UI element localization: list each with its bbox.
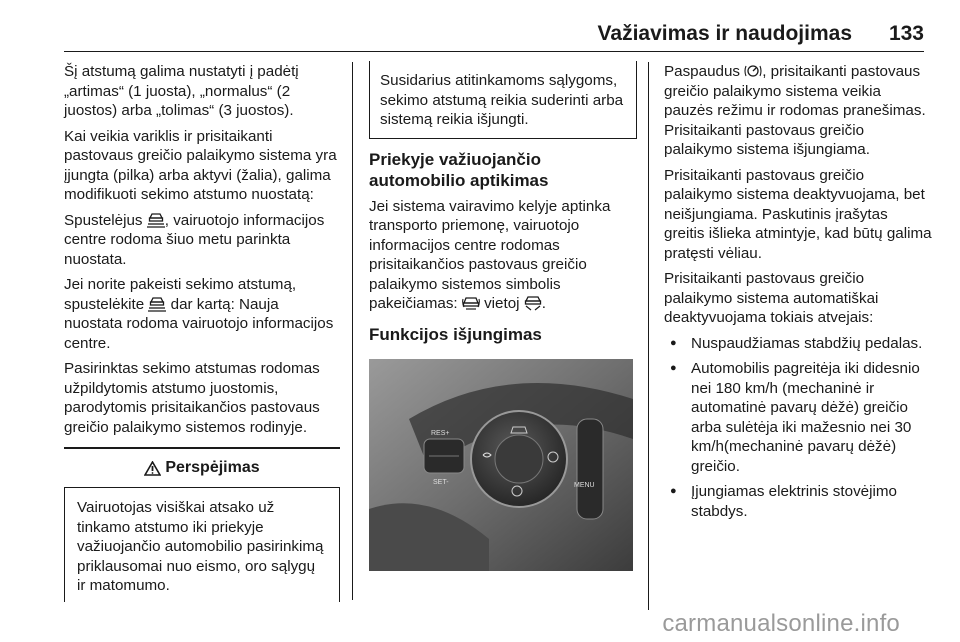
list-item: ● Automobilis pagreitėja iki didesnio nei 180 km/h (mechaninė ir automatinė pavarų dėžė) greičio arba sulėtėja iki mažesnio nei 30 km/h(mechaninė pavarų dėžė) greičio. [664, 359, 932, 476]
text-span: Jei norite pakeisti sekimo atstumą, spustelėkite [64, 276, 297, 313]
paragraph [64, 275, 340, 353]
text-span: Spustelėjus [64, 211, 147, 229]
text-span: dar kartą: Nauja nuostata rodoma vairuotojo informacijos centre. [64, 295, 334, 352]
text-span: . [541, 295, 546, 312]
following-distance-icon [148, 296, 166, 312]
paragraph: Prisitaikanti pastovaus greičio palaikymo sistema automatiškai deaktyvuojama tokiais atvejais: [664, 270, 879, 326]
column-divider [648, 62, 649, 610]
column-3 [664, 62, 932, 527]
paragraph [664, 62, 932, 160]
page-number: 133 [888, 22, 924, 45]
paragraph: Kai veikia variklis ir prisitaikanti pastovaus greičio palaikymo sistema yra įjungta (pilka) arba aktyvi (žalia), galima modifikuoti sekimo atstumo nuostatą: [64, 127, 337, 203]
paragraph [64, 211, 340, 270]
section-heading: Priekyje važiuojančio automobilio aptikimas [369, 149, 549, 190]
text-span: Jei sistema vairavimo kelyje aptinka transporto priemonę, vairuotojo informacijos centre rodomas prisitaikančios pastovaus greičio palaikymo sistemos simbolis pakeičiamas: [369, 197, 611, 312]
set-label: SET- [433, 478, 449, 486]
info-box: Susidarius atitinkamoms sąlygoms, sekimo atstumą reikia suderinti arba sistemą reikia išjungti. [369, 61, 637, 139]
paragraph: Pasirinktas sekimo atstumas rodomas užpildytomis atstumo juostomis, parodytomis prisitaikančios pastovaus greičio palaikymo sistemos rodinyje. [64, 360, 320, 436]
text-span: Paspaudus [664, 63, 745, 80]
warning-text: Vairuotojas visiškai atsako už tinkamo atstumo iki priekyje važiuojančio automobilio pasirinkimą priklausomai nuo eismo, oro sąlygų ir matomumo. [64, 488, 340, 602]
menu-label: MENU [574, 481, 595, 489]
warning-box [64, 447, 340, 602]
list-item: ● Nuspaudžiamas stabdžių pedalas. [664, 334, 932, 354]
paragraph: Šį atstumą galima nustatyti į padėtį „artimas“ (1 juosta), „normalus“ (2 juostos) arba „tolimas“ (3 juostos). [64, 63, 299, 119]
section-heading: Funkcijos išjungimas [369, 324, 542, 344]
list-item: ● Įjungiamas elektrinis stovėjimo stabdys. [664, 482, 932, 521]
following-distance-icon [147, 212, 165, 228]
warning-title: Perspėjimas [165, 459, 260, 477]
page-header [0, 0, 960, 54]
column-1 [64, 62, 340, 602]
vehicle-detected-icon [462, 295, 480, 311]
text-span: , vairuotojo informacijos centre rodoma šiuo metu parinkta nuostata. [64, 211, 325, 268]
warning-triangle-icon [144, 461, 161, 476]
section-title: Važiavimas ir naudojimas [597, 22, 852, 45]
warning-header [64, 449, 340, 488]
steering-wheel-controls-figure [369, 359, 633, 571]
column-2 [369, 62, 637, 576]
header-rule [64, 51, 924, 52]
adaptive-cruise-icon [524, 295, 542, 311]
watermark: carmanualsonline.info [662, 610, 900, 637]
cruise-pause-icon [744, 63, 762, 79]
deactivation-list [664, 334, 932, 522]
text-span: vietoj [479, 295, 524, 312]
paragraph [369, 197, 637, 314]
text-span: , prisitaikanti pastovaus greičio palaikymo sistema veikia pauzės režimu ir rodomas pranešimas. Prisitaikanti pastovaus greičio palaikymo sistema išjungiama. [664, 63, 926, 158]
column-divider [352, 62, 353, 600]
res-label: RES+ [431, 429, 450, 437]
paragraph: Prisitaikanti pastovaus greičio palaikymo sistema deaktyvuojama, bet neišjungiama. Paskutinis įrašytas greitis išlieka atmintyje, kad būtų galima pratęsti vėliau. [664, 166, 932, 262]
